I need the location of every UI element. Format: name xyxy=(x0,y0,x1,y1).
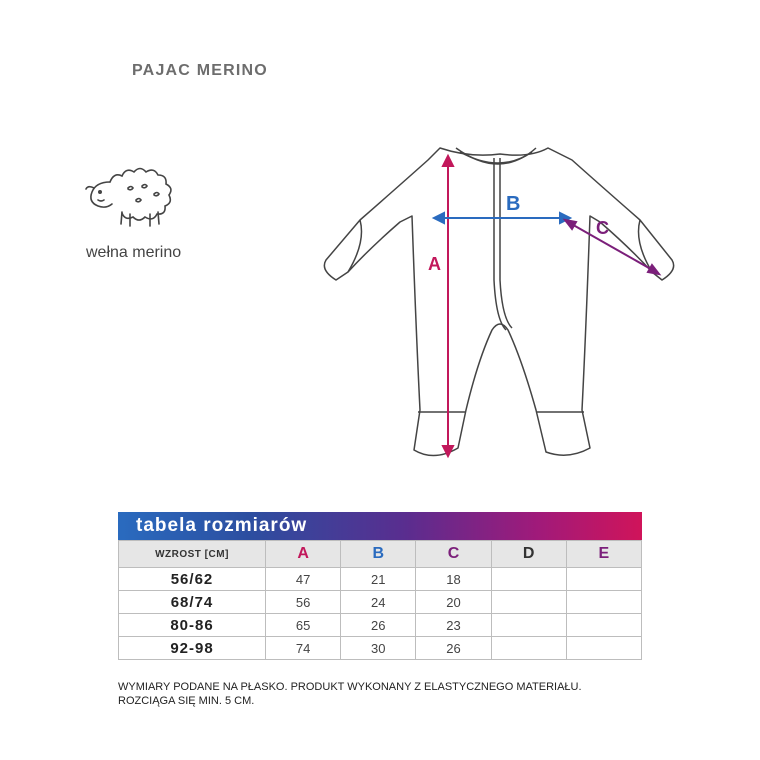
value-cell-a: 74 xyxy=(266,637,341,660)
value-cell-d xyxy=(491,637,566,660)
label-c: C xyxy=(596,218,609,238)
size-table xyxy=(118,512,642,660)
note-line-1: WYMIARY PODANE NA PŁASKO. PRODUKT WYKONANY Z ELASTYCZNEGO MATERIAŁU. xyxy=(118,681,582,693)
table-row xyxy=(119,637,642,660)
column-header-height: WZROST [CM] xyxy=(119,541,266,568)
table-row xyxy=(119,614,642,637)
size-table-title: tabela rozmiarów xyxy=(118,512,642,540)
value-cell-e xyxy=(566,591,641,614)
value-cell-b: 26 xyxy=(341,614,416,637)
value-cell-c: 18 xyxy=(416,568,491,591)
table-row xyxy=(119,591,642,614)
value-cell-e xyxy=(566,637,641,660)
value-cell-a: 47 xyxy=(266,568,341,591)
column-header-b: B xyxy=(341,541,416,568)
size-cell: 92-98 xyxy=(119,637,266,660)
size-cell: 68/74 xyxy=(119,591,266,614)
table-row xyxy=(119,568,642,591)
column-header-c: C xyxy=(416,541,491,568)
garment-diagram xyxy=(300,130,700,480)
column-header-a: A xyxy=(266,541,341,568)
value-cell-a: 65 xyxy=(266,614,341,637)
value-cell-d xyxy=(491,591,566,614)
size-cell: 80-86 xyxy=(119,614,266,637)
value-cell-b: 21 xyxy=(341,568,416,591)
measurement-note xyxy=(118,680,678,708)
column-header-d: D xyxy=(491,541,566,568)
value-cell-c: 23 xyxy=(416,614,491,637)
sheep-icon xyxy=(80,160,190,232)
wool-label: wełna merino xyxy=(86,244,182,261)
value-cell-a: 56 xyxy=(266,591,341,614)
value-cell-d xyxy=(491,568,566,591)
product-title: PAJAC MERINO xyxy=(132,62,268,79)
label-b: B xyxy=(506,193,521,215)
value-cell-e xyxy=(566,568,641,591)
value-cell-b: 30 xyxy=(341,637,416,660)
table-header-row xyxy=(119,541,642,568)
size-cell: 56/62 xyxy=(119,568,266,591)
value-cell-e xyxy=(566,614,641,637)
label-a: A xyxy=(428,254,441,274)
value-cell-b: 24 xyxy=(341,591,416,614)
note-line-2: ROZCIĄGA SIĘ MIN. 5 CM. xyxy=(118,695,255,707)
value-cell-c: 20 xyxy=(416,591,491,614)
value-cell-d xyxy=(491,614,566,637)
column-header-e: E xyxy=(566,541,641,568)
value-cell-c: 26 xyxy=(416,637,491,660)
